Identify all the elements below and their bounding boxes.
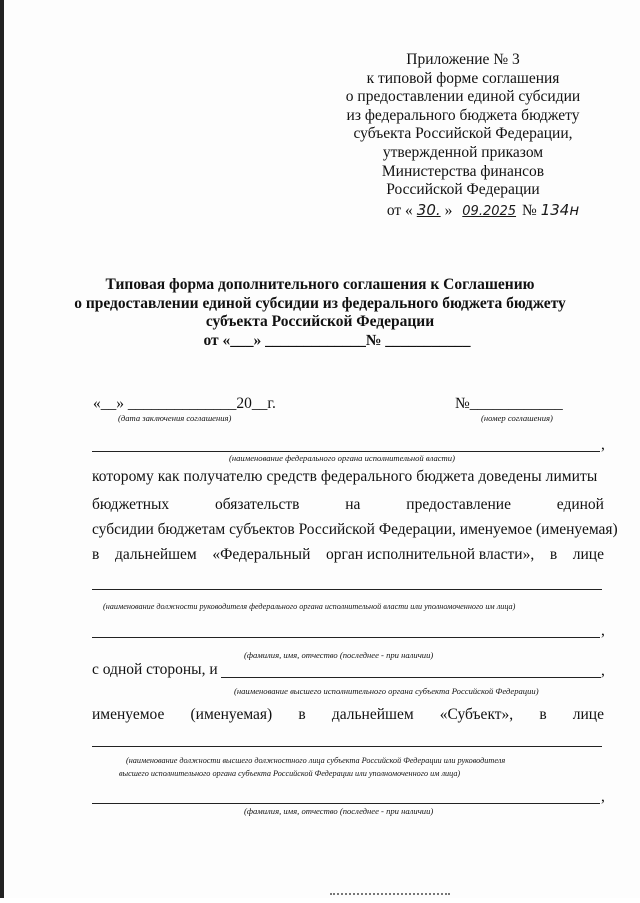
word: в: [92, 546, 100, 563]
position-subject-caption-1: (наименование должности высшего должностного лица субъекта Российской Федерации или руководителя: [126, 756, 506, 765]
appendix-line: утвержденной приказом: [382, 143, 544, 161]
appendix-line: к типовой форме соглашения: [366, 69, 560, 87]
word: (именуемая): [190, 706, 273, 723]
word: дальнейшем: [331, 706, 414, 723]
subject-body-blank: [221, 677, 601, 678]
appendix-line: из федерального бюджета бюджету: [346, 106, 580, 124]
position-subject-blank: [92, 746, 602, 747]
position-federal-caption: (наименование должности руководителя федерального органа исполнительной власти или уполномоченного им лица): [103, 602, 516, 611]
body-line-3: субсидии бюджетам субъектов Российской Федерации, именуемое (именуемая): [92, 521, 618, 538]
word: именуемое: [92, 706, 165, 723]
word: бюджетных: [92, 496, 170, 513]
subject-body-caption: (наименование высшего исполнительного органа субъекта Российской Федерации): [234, 686, 539, 696]
word: лице: [572, 546, 604, 563]
agreement-date: «__» ______________20__г.: [93, 395, 276, 412]
position-federal-blank: [92, 589, 602, 590]
fio-2-blank: [92, 803, 600, 804]
order-date-prefix: от «: [386, 201, 413, 219]
order-date-line: [300, 201, 626, 222]
document-title: [60, 276, 580, 350]
word: в: [549, 546, 558, 563]
word: лице: [572, 706, 604, 723]
word: обязательств: [215, 496, 300, 513]
word: дальнейшем: [114, 546, 197, 563]
comma: ,: [601, 788, 605, 805]
federal-body-caption: (наименование федерального органа исполнительной власти): [229, 453, 455, 463]
order-date-month: 09.2025: [462, 203, 517, 219]
fio-1-blank: [92, 637, 600, 638]
appendix-line: Приложение № 3: [406, 51, 520, 68]
appendix-line: Российской Федерации: [386, 181, 540, 199]
appendix-line: субъекта Российской Федерации,: [353, 125, 573, 143]
fio-1-caption: (фамилия, имя, отчество (последнее - при наличии): [244, 650, 434, 660]
word: орган исполнительной власти»,: [325, 546, 535, 563]
word: в: [539, 706, 547, 723]
agreement-number: №____________: [455, 395, 563, 412]
body-line-5: [92, 706, 604, 724]
word: «Субъект»,: [439, 706, 514, 723]
title-line: о предоставлении единой субсидии из федерального бюджета бюджету: [74, 294, 566, 312]
body-line-4: [92, 546, 604, 564]
comma: ,: [601, 436, 605, 453]
order-date-day: 30.: [416, 200, 441, 219]
order-no-sign: №: [522, 201, 537, 219]
word: на: [345, 496, 361, 513]
comma: ,: [601, 662, 605, 679]
appendix-line: Министерства финансов: [381, 162, 545, 180]
scan-edge-bottom: [0, 898, 640, 903]
appendix-header: [300, 51, 626, 221]
word: в: [298, 706, 306, 723]
comma: ,: [601, 622, 605, 639]
federal-body-blank: [92, 451, 600, 452]
agreement-date-caption: (дата заключения соглашения): [118, 413, 232, 423]
word: «Федеральный: [212, 546, 311, 563]
one-side-text: с одной стороны, и: [92, 661, 218, 678]
agreement-number-caption: (номер соглашения): [481, 413, 553, 423]
fio-2-caption: (фамилия, имя, отчество (последнее - при наличии): [244, 806, 434, 816]
body-line-1: которому как получателю средств федерального бюджета доведены лимиты: [92, 468, 598, 485]
position-subject-caption-2: высшего исполнительного органа субъекта Российской Федерации или уполномоченного им лица): [119, 769, 461, 778]
word: предоставление: [406, 496, 511, 513]
order-date-mid: »: [444, 201, 453, 219]
scan-edge: [0, 0, 4, 903]
body-line-2: [92, 496, 604, 514]
order-number: 134н: [540, 200, 580, 219]
appendix-line: о предоставлении единой субсидии: [345, 88, 581, 106]
word: единой: [556, 496, 604, 513]
title-line: субъекта Российской Федерации: [205, 313, 435, 331]
title-date-line: от «___» _____________№ ___________: [203, 331, 471, 349]
title-line: Типовая форма дополнительного соглашения к Соглашению: [105, 276, 535, 293]
